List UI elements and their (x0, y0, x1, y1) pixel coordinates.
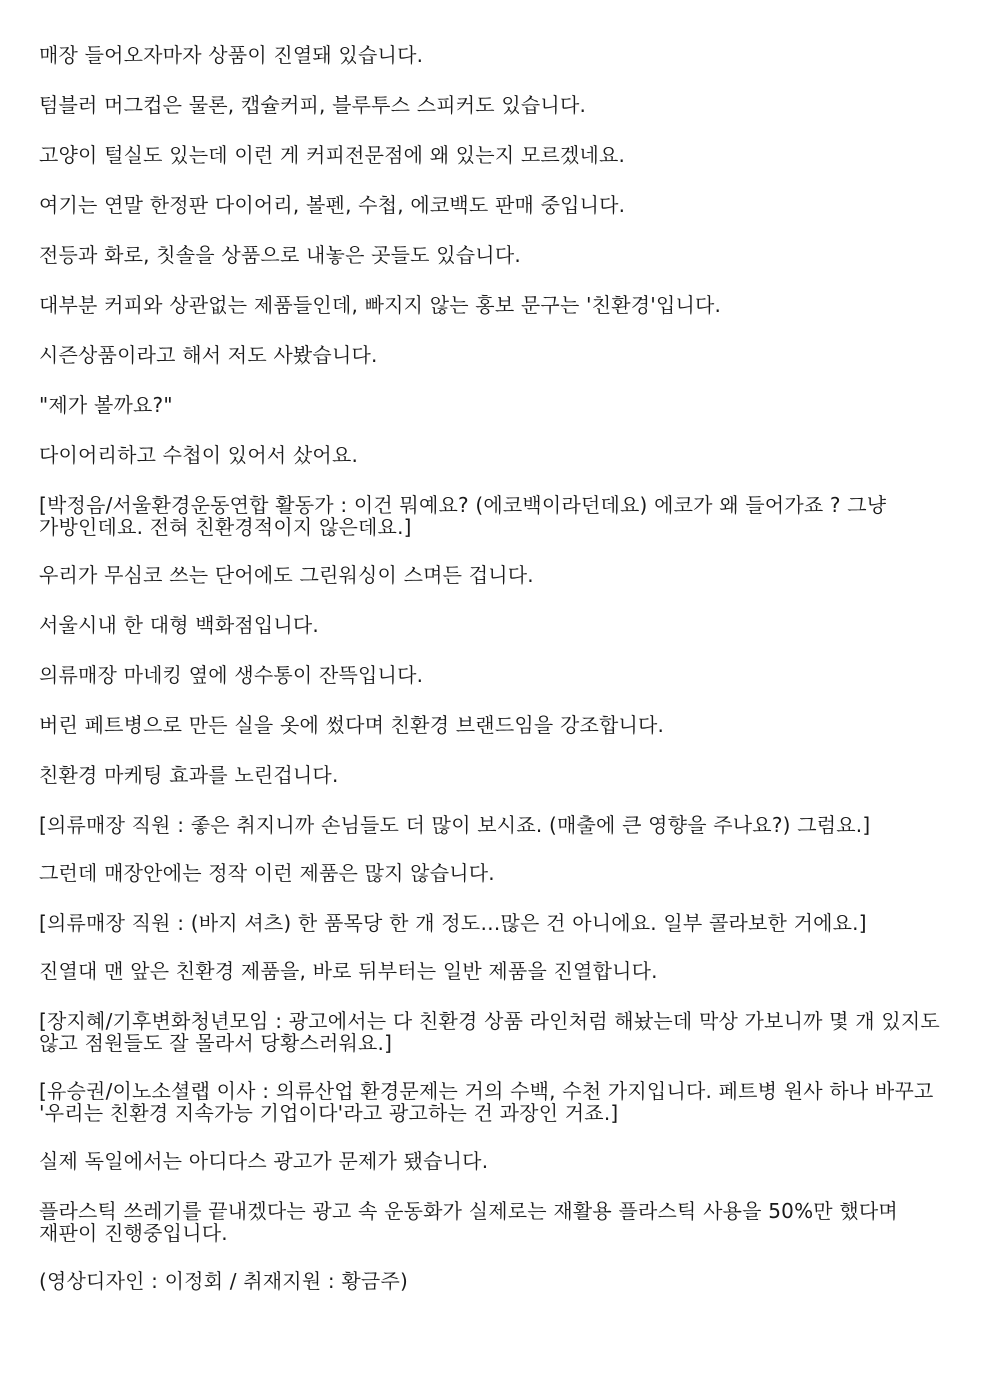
paragraph-17: 그런데 매장안에는 정작 이런 제품은 많지 않습니다. (39, 861, 495, 885)
paragraph-11: 우리가 무심코 쓰는 단어에도 그린워싱이 스며든 겁니다. (39, 563, 534, 587)
article-body (39, 44, 959, 1320)
paragraph-19: 진열대 맨 앞은 친환경 제품을, 바로 뒤부터는 일반 제품을 진열합니다. (39, 959, 658, 983)
paragraph-7: 시즌상품이라고 해서 저도 사봤습니다. (39, 343, 378, 367)
paragraph-1: 매장 들어오자마자 상품이 진열돼 있습니다. (39, 43, 424, 67)
paragraph-2: 텀블러 머그컵은 물론, 캡슐커피, 블루투스 스피커도 있습니다. (39, 93, 587, 117)
paragraph-6: 대부분 커피와 상관없는 제품들인데, 빠지지 않는 홍보 문구는 '친환경'입니다. (39, 293, 722, 317)
quote-store-staff-1: [의류매장 직원 : 좋은 취지니까 손님들도 더 많이 보시죠. (매출에 큰 영향을 주나요?) 그럼요.] (39, 813, 871, 837)
paragraph-22: 실제 독일에서는 아디다스 광고가 문제가 됐습니다. (39, 1149, 489, 1173)
paragraph-9: 다이어리하고 수첩이 있어서 샀어요. (39, 443, 359, 467)
paragraph-15: 친환경 마케팅 효과를 노린겁니다. (39, 763, 339, 787)
credits-line: (영상디자인 : 이정회 / 취재지원 : 황금주) (39, 1269, 408, 1293)
paragraph-12: 서울시내 한 대형 백화점입니다. (39, 613, 319, 637)
quote-yoo-seunggwon: [유승권/이노소셜랩 이사 : 의류산업 환경문제는 거의 수백, 수천 가지입니다. 페트병 원사 하나 바꾸고 '우리는 친환경 지속가능 기업이다'라고 광고하는 건 과장인 거죠.] (39, 1079, 934, 1125)
paragraph-3: 고양이 털실도 있는데 이런 게 커피전문점에 왜 있는지 모르겠네요. (39, 143, 626, 167)
quote-park-jeongeum: [박정음/서울환경운동연합 활동가 : 이건 뭐예요? (에코백이라던데요) 에코가 왜 들어가죠 ? 그냥 가방인데요. 전혀 친환경적이지 않은데요.] (39, 493, 887, 539)
paragraph-8: "제가 볼까요?" (39, 393, 173, 417)
paragraph-5: 전등과 화로, 칫솔을 상품으로 내놓은 곳들도 있습니다. (39, 243, 521, 267)
paragraph-4: 여기는 연말 한정판 다이어리, 볼펜, 수첩, 에코백도 판매 중입니다. (39, 193, 626, 217)
quote-store-staff-2: [의류매장 직원 : (바지 셔츠) 한 품목당 한 개 정도…많은 건 아니에요. 일부 콜라보한 거에요.] (39, 911, 867, 935)
paragraph-23: 플라스틱 쓰레기를 끝내겠다는 광고 속 운동화가 실제로는 재활용 플라스틱 사용을 50%만 했다며 재판이 진행중입니다. (39, 1199, 898, 1245)
paragraph-13: 의류매장 마네킹 옆에 생수통이 잔뜩입니다. (39, 663, 424, 687)
quote-jang-jihye: [장지혜/기후변화청년모임 : 광고에서는 다 친환경 상품 라인처럼 해놨는데 막상 가보니까 몇 개 있지도 않고 점원들도 잘 몰라서 당황스러워요.] (39, 1009, 940, 1055)
paragraph-14: 버린 페트병으로 만든 실을 옷에 썼다며 친환경 브랜드임을 강조합니다. (39, 713, 665, 737)
